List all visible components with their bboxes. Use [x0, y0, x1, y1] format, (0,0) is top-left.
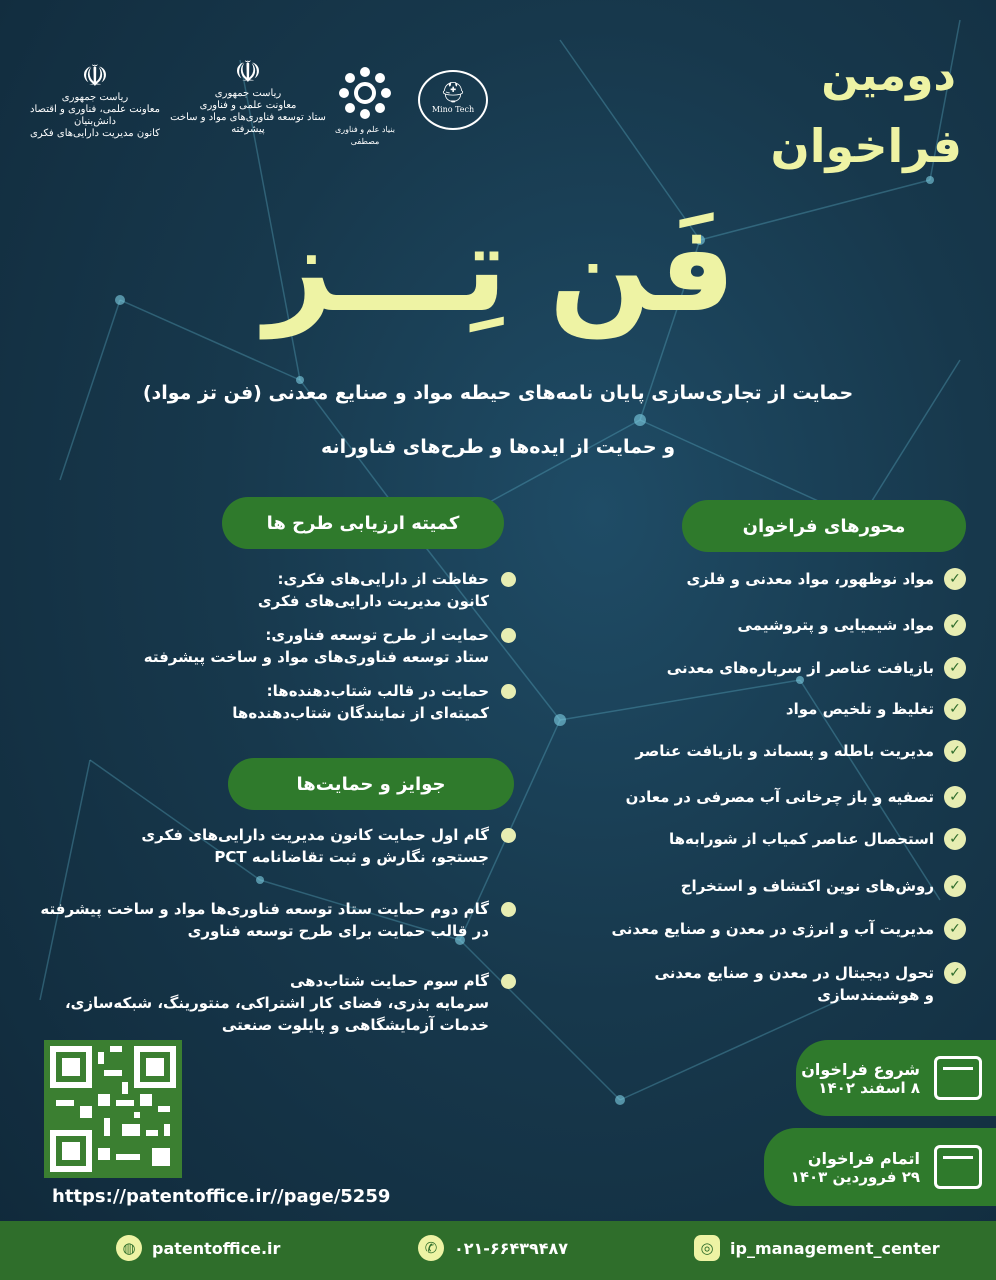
end-date: ۲۹ فروردین ۱۴۰۳: [790, 1167, 920, 1186]
axes-list: [536, 568, 966, 1018]
awards-list: [40, 824, 516, 1034]
bullet-icon: [501, 684, 516, 699]
list-item: حمایت از طرح توسعه فناوری: ستاد توسعه فناوری‌های مواد و ساخت پیشرفته: [144, 624, 516, 668]
logo-iran-ip-center: [30, 59, 160, 140]
list-item: ✓ تحول دیجیتال در معدن و صنایع معدنی و هوشمندسازی: [655, 962, 966, 1006]
awards-title-pill: [228, 758, 514, 810]
list-item: ✓ تصفیه و باز چرخانی آب مصرفی در معادن: [626, 786, 966, 808]
logo-mustafa-foundation: [330, 66, 400, 148]
list-item: ✓ مواد شیمیایی و پتروشیمی: [737, 614, 966, 636]
awards-title: جوایز و حمایت‌ها: [296, 773, 446, 795]
logo-materials-council: [168, 55, 328, 136]
call-page-link[interactable]: https://patentoffice.ir//page/5259: [52, 1186, 391, 1207]
check-icon: ✓: [944, 875, 966, 897]
list-item: حمایت در قالب شتاب‌دهنده‌ها: کمیته‌ای از نمایندگان شتاب‌دهنده‌ها: [232, 680, 516, 724]
bullet-icon: [501, 902, 516, 917]
check-icon: ✓: [944, 614, 966, 636]
end-date-box: [764, 1128, 996, 1206]
emblem-icon: ☫: [81, 59, 109, 94]
footer-instagram[interactable]: ◎ ip_management_center: [694, 1235, 940, 1261]
phone-icon: ✆: [418, 1235, 444, 1261]
committee-title-pill: [222, 497, 504, 549]
list-item: ✓ تغلیظ و تلخیص مواد: [786, 698, 966, 720]
check-icon: ✓: [944, 657, 966, 679]
end-label: اتمام فراخوان: [807, 1148, 920, 1168]
check-icon: ✓: [944, 568, 966, 590]
axes-title: محورهای فراخوان: [742, 515, 906, 537]
logo-caption: Mino Tech: [431, 105, 475, 114]
footer-bar: [0, 1221, 996, 1280]
globe-icon: ◍: [116, 1235, 142, 1261]
logo-mino-tech: [418, 70, 488, 130]
logo-caption-line: ستاد توسعه فناوری‌های مواد و ساخت پیشرفته: [170, 112, 326, 135]
logo-caption-line: کانون مدیریت دارایی‌های فکری: [30, 128, 160, 139]
footer-website[interactable]: ◍ patentoffice.ir: [116, 1235, 280, 1261]
bullet-icon: [501, 628, 516, 643]
list-item: ✓ بازیافت عناصر از سرباره‌های معدنی: [667, 657, 966, 679]
list-item: ✓ مدیریت باطله و پسماند و بازیافت عناصر: [635, 740, 966, 762]
list-item: ✓ روش‌های نوین اکتشاف و استخراج: [681, 875, 966, 897]
emblem-icon: ☫: [234, 55, 262, 90]
list-item: ✓ استحصال عناصر کمیاب از شورابه‌ها: [669, 828, 966, 850]
logo-caption: بنیاد علم و فناوری مصطفی: [335, 125, 395, 146]
headline-line-2: و حمایت از ایده‌ها و طرح‌های فناورانه: [320, 436, 676, 458]
list-item: حفاظت از دارایی‌های فکری: کانون مدیریت دارایی‌های فکری: [258, 568, 516, 612]
list-item: گام اول حمایت کانون مدیریت دارایی‌های فکری جستجو، نگارش و ثبت تقاضانامه PCT: [141, 824, 516, 868]
list-item: ✓ مدیریت آب و انرژی در معدن و صنایع معدنی: [612, 918, 966, 940]
committee-title: کمیته ارزیابی طرح ها: [266, 512, 460, 534]
axes-title-pill: [682, 500, 966, 552]
bullet-icon: [501, 572, 516, 587]
foundation-emblem-icon: [338, 66, 392, 120]
check-icon: ✓: [944, 918, 966, 940]
logo-caption-line: ریاست جمهوری: [214, 88, 282, 99]
logo-caption-line: معاونت علمی و فناوری: [199, 100, 297, 111]
list-item: گام دوم حمایت ستاد توسعه فناوری‌ها مواد و ساخت پیشرفته در قالب حمایت برای طرح توسعه فناوری: [40, 898, 516, 942]
calendar-icon: [934, 1145, 982, 1189]
heading-second: دومین: [821, 50, 956, 101]
check-icon: ✓: [944, 698, 966, 720]
footer-phone[interactable]: ✆ ۰۲۱-۶۶۴۳۹۴۸۷: [418, 1235, 568, 1261]
check-icon: ✓: [944, 828, 966, 850]
check-icon: ✓: [944, 962, 966, 984]
check-icon: ✓: [944, 740, 966, 762]
helmet-icon: ⛑: [440, 80, 466, 104]
bullet-icon: [501, 974, 516, 989]
heading-call: فراخوان: [770, 119, 962, 173]
list-item: ✓ مواد نوظهور، مواد معدنی و فلزی: [686, 568, 966, 590]
qr-code-graphic: [50, 1046, 176, 1172]
start-label: شروع فراخوان: [801, 1059, 920, 1079]
logo-caption-line: معاونت علمی، فناوری و اقتصاد دانش‌بنیان: [30, 104, 160, 127]
start-date: ۸ اسفند ۱۴۰۲: [818, 1078, 920, 1097]
qr-code-icon[interactable]: [44, 1040, 182, 1178]
headline-line-1: حمایت از تجاری‌سازی پایان نامه‌های حیطه مواد و صنایع معدنی (فن تز مواد): [142, 382, 854, 404]
committee-list: [120, 568, 516, 738]
start-date-box: [796, 1040, 996, 1116]
calendar-icon: [934, 1056, 982, 1100]
instagram-icon: ◎: [694, 1235, 720, 1261]
check-icon: ✓: [944, 786, 966, 808]
list-item: گام سوم حمایت شتاب‌دهی سرمایه بذری، فضای کار اشتراکی، منتورینگ، شبکه‌سازی، خدمات آزمایشگاهی و پایلوت صنعتی: [65, 970, 516, 1036]
bullet-icon: [501, 828, 516, 843]
brand-title: فَن تِـــز: [264, 200, 736, 339]
logo-caption-line: ریاست جمهوری: [61, 92, 129, 103]
